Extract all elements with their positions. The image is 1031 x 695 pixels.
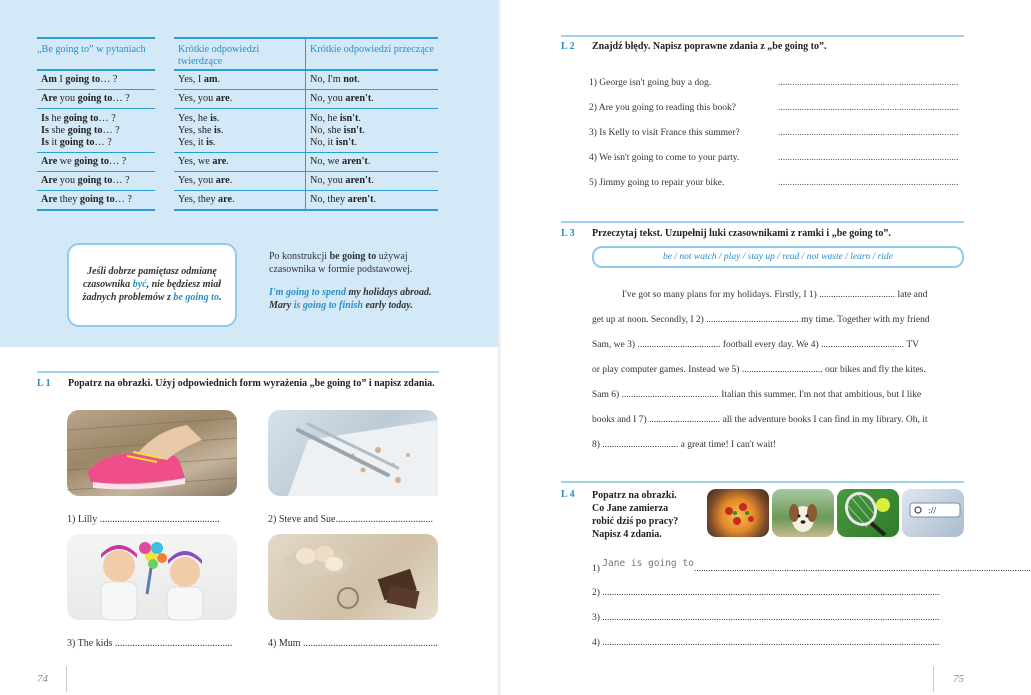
affirmative-cell (174, 153, 306, 171)
affirmative-cell (174, 109, 306, 152)
questions-table (37, 37, 155, 211)
sneaker-icon (67, 410, 237, 496)
l2-item: 2) Are you going to reading this book? (589, 103, 736, 113)
tip-text: żadnych problemów z (82, 292, 174, 303)
l2-answer-line[interactable]: ............................................................................ (778, 153, 959, 163)
tip-text: . (218, 292, 222, 303)
l4-dots: .............................................................................................................................................. (602, 588, 940, 598)
l1-caption-1[interactable]: 1) Lilly ................................................ (67, 514, 220, 525)
questions-line (41, 93, 130, 105)
answer-line (178, 74, 220, 86)
note-text: używaj (376, 251, 408, 262)
note-example-highlight: is going to finish (293, 300, 363, 311)
note-text: Po konstrukcji (269, 251, 330, 262)
answer-line (310, 194, 438, 206)
question-part: going to (77, 93, 113, 104)
question-part: Are (41, 156, 58, 167)
answers-row (174, 109, 438, 153)
tip-box (67, 243, 237, 327)
l2-rule (561, 35, 964, 37)
l3-title: Przeczytaj tekst. Uzupełnij luki czasownikami z ramki i „be going to”. (592, 228, 891, 239)
negative-cell (306, 93, 438, 105)
question-part: you (57, 175, 78, 186)
page-mark (933, 666, 934, 692)
pizza-icon (707, 489, 769, 537)
answer-part: Yes, she (178, 124, 215, 136)
question-part: Are (41, 175, 58, 186)
l3-text-line[interactable]: 8) ................................ a great time! I can't wait! (592, 440, 777, 450)
browser-url-icon (902, 489, 964, 537)
short-answers-table (174, 37, 438, 211)
answer-part: Yes, they (178, 194, 219, 205)
questions-line (41, 125, 120, 137)
l4-title (592, 489, 678, 541)
answers-row (174, 172, 438, 191)
book-gutter (498, 0, 502, 695)
answer-part: Yes, he (178, 112, 211, 124)
answer-part: No, we (310, 156, 342, 167)
l4-title-line: robić dziś po pracy? (592, 516, 679, 527)
answer-part: . (226, 156, 229, 167)
answers-row (174, 90, 438, 109)
l2-title: Znajdź błędy. Napisz poprawne zdania z „be going to”. (592, 41, 827, 52)
question-part: … ? (98, 112, 116, 124)
question-part: going to (74, 156, 110, 167)
l3-text-line[interactable]: Sam 6) ......................................... Italian this summer. I'm not that ambitious, but I like (592, 390, 922, 400)
answer-line (310, 74, 438, 86)
question-part: Is (41, 136, 49, 148)
note-example-highlight: I'm going to spend (269, 287, 346, 298)
answer-part: . (371, 175, 374, 186)
answer-verb: is (210, 112, 217, 124)
l3-text-line[interactable]: I've got so many plans for my holidays. Firstly, I 1) ................................ late and (622, 290, 928, 300)
questions-row (37, 172, 155, 191)
affirmative-cell (174, 90, 306, 108)
answer-verb: aren't (345, 175, 372, 186)
answer-verb: isn't (343, 124, 363, 136)
l4-answer-line[interactable] (592, 613, 964, 623)
answer-verb: am (203, 74, 218, 85)
l4-item-number: 3) (592, 613, 603, 623)
thumb-browser (902, 489, 964, 537)
answer-verb: not (343, 74, 358, 85)
l2-answer-line[interactable]: ............................................................................ (778, 128, 959, 138)
question-part: we (57, 156, 75, 167)
questions-cell (37, 156, 126, 168)
l2-item: 5) Jimmy going to repair your bike. (589, 178, 725, 188)
questions-row (37, 71, 155, 90)
tip-text: , nie będziesz miał (146, 279, 222, 290)
l2-item: 4) We isn't going to come to your party. (589, 153, 740, 163)
questions-cell (37, 93, 130, 105)
answer-part: . (362, 124, 365, 136)
l3-number: L 3 (561, 228, 575, 239)
answer-line (310, 137, 438, 149)
l4-item-number: 4) (592, 638, 603, 648)
answer-line (178, 156, 229, 168)
questions-row (37, 109, 155, 153)
answer-verb: aren't (347, 194, 374, 205)
answer-line (178, 137, 223, 149)
negative-cell (306, 194, 438, 206)
question-part: you (57, 93, 78, 104)
answer-line (310, 156, 438, 168)
answer-line (178, 113, 223, 125)
answer-part: No, you (310, 175, 346, 186)
l1-number: L 1 (37, 378, 51, 389)
answer-part: No, he (310, 112, 340, 124)
affirmative-cell (174, 191, 306, 209)
thumb-tennis (837, 489, 899, 537)
thumb-pizza (707, 489, 769, 537)
tip-line: Jeśli dobrze pamiętasz odmianę (87, 266, 217, 277)
answer-part: . (212, 136, 216, 148)
answer-part: No, she (310, 124, 344, 136)
answer-part: Yes, it (178, 136, 207, 148)
note-example-text: Mary (269, 300, 294, 311)
answer-line (178, 194, 235, 206)
question-part: Is (41, 112, 49, 124)
answers-row (174, 191, 438, 211)
l2-item: 3) Is Kelly to visit France this summer? (589, 128, 740, 138)
l1-rule (37, 371, 439, 373)
answer-part: . (220, 124, 224, 136)
answer-line (310, 175, 438, 187)
l4-answer-line[interactable] (592, 588, 964, 598)
page-number-right: 75 (953, 673, 964, 685)
l1-caption-4[interactable]: 4) Mum ...................................................... (268, 638, 438, 649)
l4-answer-line[interactable] (592, 558, 1031, 574)
questions-line (41, 194, 132, 206)
l4-answer-line[interactable] (592, 638, 964, 648)
answer-part: . (357, 74, 360, 85)
answer-part: . (371, 93, 374, 104)
answer-verb: are (215, 175, 230, 186)
question-part: I (56, 74, 66, 85)
l1-caption-3[interactable]: 3) The kids ............................................... (67, 638, 233, 649)
answer-line (310, 93, 438, 105)
l4-item-number: 1) (592, 564, 603, 574)
tennis-icon (837, 489, 899, 537)
question-part: … ? (114, 194, 132, 205)
answer-line (178, 125, 223, 137)
question-part: … ? (102, 124, 120, 136)
l2-item: 1) George isn't going buy a dog. (589, 78, 712, 88)
affirmative-content (174, 113, 223, 149)
questions-line (41, 137, 120, 149)
svg-text:://: :// (928, 506, 937, 515)
negative-cell (306, 113, 438, 149)
l4-dots: .............................................................................................................................................. (602, 613, 940, 623)
questions-line (41, 74, 117, 86)
l3-text-line[interactable]: or play computer games. Instead we 5) .................................. our bikes and fly the kites. (592, 365, 926, 375)
tip-text: czasownika (82, 279, 133, 290)
affirmative-content (174, 175, 232, 187)
affirmative-cell (174, 172, 306, 190)
negative-cell (306, 74, 438, 86)
question-part: going to (65, 74, 101, 85)
answer-line (310, 113, 438, 125)
negative-cell (306, 175, 438, 187)
question-part: … ? (100, 74, 118, 85)
question-part: … ? (109, 156, 127, 167)
page-mark (66, 666, 67, 692)
affirmative-content (174, 194, 235, 206)
photo-baking (268, 534, 438, 620)
l2-answer-line[interactable]: ............................................................................ (778, 78, 959, 88)
answer-line (178, 175, 232, 187)
answer-part: Yes, we (178, 156, 213, 167)
question-part: going to (59, 136, 95, 148)
answer-part: . (231, 194, 235, 205)
answer-part: . (367, 156, 371, 167)
answer-part: No, they (310, 194, 348, 205)
answer-part: . (354, 136, 357, 148)
thumb-dog (772, 489, 834, 537)
affirmative-cell (174, 71, 306, 89)
affirmative-content (174, 156, 229, 168)
question-part: … ? (94, 136, 112, 148)
answer-verb: is (214, 124, 221, 136)
affirmative-content (174, 74, 220, 86)
answer-verb: are (212, 156, 227, 167)
l4-item-number: 2) (592, 588, 603, 598)
question-part: going to (79, 194, 115, 205)
questions-row (37, 90, 155, 109)
l2-number: L 2 (561, 41, 575, 52)
grammar-note (269, 250, 459, 312)
answer-verb: isn't (339, 112, 359, 124)
answer-part: Yes, you (178, 175, 216, 186)
word-box: be / not watch / play / stay up / read / not waste / learn / ride (592, 246, 964, 268)
affirmative-content (174, 93, 232, 105)
answer-part: . (358, 112, 361, 124)
question-part: Is (41, 124, 49, 136)
questions-line (41, 175, 130, 187)
note-bold: be going to (329, 251, 377, 262)
tip-highlight: be going to (173, 292, 219, 303)
questions-line (41, 113, 120, 125)
question-part: she (48, 124, 68, 136)
photo-dirty-plate (268, 410, 438, 496)
question-part: going to (67, 124, 103, 136)
photo-kids-cleaning (67, 534, 237, 620)
answers-row (174, 153, 438, 172)
questions-cell (37, 113, 120, 149)
answer-part: . (373, 194, 377, 205)
questions-row (37, 153, 155, 172)
question-part: … ? (112, 93, 130, 104)
answer-verb: aren't (341, 156, 368, 167)
question-part: Are (41, 194, 58, 205)
l2-answer-line[interactable]: ............................................................................ (778, 103, 959, 113)
answer-part: . (229, 93, 233, 104)
questions-cell (37, 194, 132, 206)
answer-part: No, I'm (310, 74, 344, 85)
l4-dots: .............................................................................................................................................. (602, 638, 940, 648)
questions-row (37, 191, 155, 211)
answer-part: . (229, 175, 233, 186)
answer-part: . (217, 74, 220, 85)
answer-verb: are (218, 194, 232, 205)
dog-icon (772, 489, 834, 537)
answer-part: . (216, 112, 220, 124)
photo-shoe-lacing (67, 410, 237, 496)
question-part: … ? (112, 175, 130, 186)
l4-title-line: Co Jane zamierza (592, 503, 669, 514)
l3-text-line[interactable]: Sam, we 3) ................................... football every day. We 4) ................................... TV (592, 340, 920, 350)
l4-example-text: Jane is going to (602, 558, 694, 569)
page-number-left: 74 (37, 673, 48, 685)
negative-cell (306, 156, 438, 168)
l4-title-line: Napisz 4 zdania. (592, 529, 662, 540)
question-part: he (48, 112, 64, 124)
answer-line (310, 125, 438, 137)
questions-cell (37, 175, 130, 187)
question-part: going to (77, 175, 113, 186)
l4-number: L 4 (561, 489, 575, 500)
eggs-chocolate-icon (268, 534, 438, 620)
l2-answer-line[interactable]: ............................................................................ (778, 178, 959, 188)
l4-dots: .............................................................................................................................................. (693, 564, 1031, 574)
note-example-text: my holidays abroad. (345, 287, 432, 298)
negative-header: Krótkie odpowiedzi przeczące (310, 44, 434, 55)
questions-table-header: „Be going to” w pytaniach (37, 37, 155, 71)
note-example-text: early today. (362, 300, 413, 311)
answer-verb: are (215, 93, 230, 104)
l3-rule (561, 221, 964, 223)
l4-rule (561, 481, 964, 483)
question-part: they (57, 194, 80, 205)
question-part: it (48, 136, 60, 148)
answer-verb: is (206, 136, 213, 148)
plate-fork-icon (268, 410, 438, 496)
answer-part: Yes, you (178, 93, 216, 104)
answers-row (174, 71, 438, 90)
questions-cell (37, 74, 117, 86)
short-answers-header (174, 37, 438, 71)
l3-text-line[interactable]: get up at noon. Secondly, I 2) ....................................... my time. Together with my friend (592, 315, 930, 325)
l1-title: Popatrz na obrazki. Użyj odpowiednich form wyrażenia „be going to” i napisz zdania. (68, 378, 435, 389)
l1-caption-2[interactable]: 2) Steve and Sue....................................... (268, 514, 433, 525)
l4-title-line: Popatrz na obrazki. (592, 490, 677, 501)
question-part: Am (41, 74, 57, 85)
answer-verb: isn't (335, 136, 355, 148)
answer-part: No, it (310, 136, 336, 148)
answer-verb: aren't (345, 93, 372, 104)
question-part: Are (41, 93, 58, 104)
answer-part: No, you (310, 93, 346, 104)
answer-line (178, 93, 232, 105)
note-text: czasownika w formie podstawowej. (269, 264, 413, 275)
answer-part: Yes, I (178, 74, 204, 85)
l3-text-line[interactable]: books and I 7) .............................. all the adventure books I can find in my library. Oh, it (592, 415, 928, 425)
tip-highlight: być (132, 279, 147, 290)
question-part: going to (63, 112, 99, 124)
questions-line (41, 156, 126, 168)
affirmative-header: Krótkie odpowiedzi twierdzące (178, 44, 260, 67)
kids-duster-icon (67, 534, 237, 620)
